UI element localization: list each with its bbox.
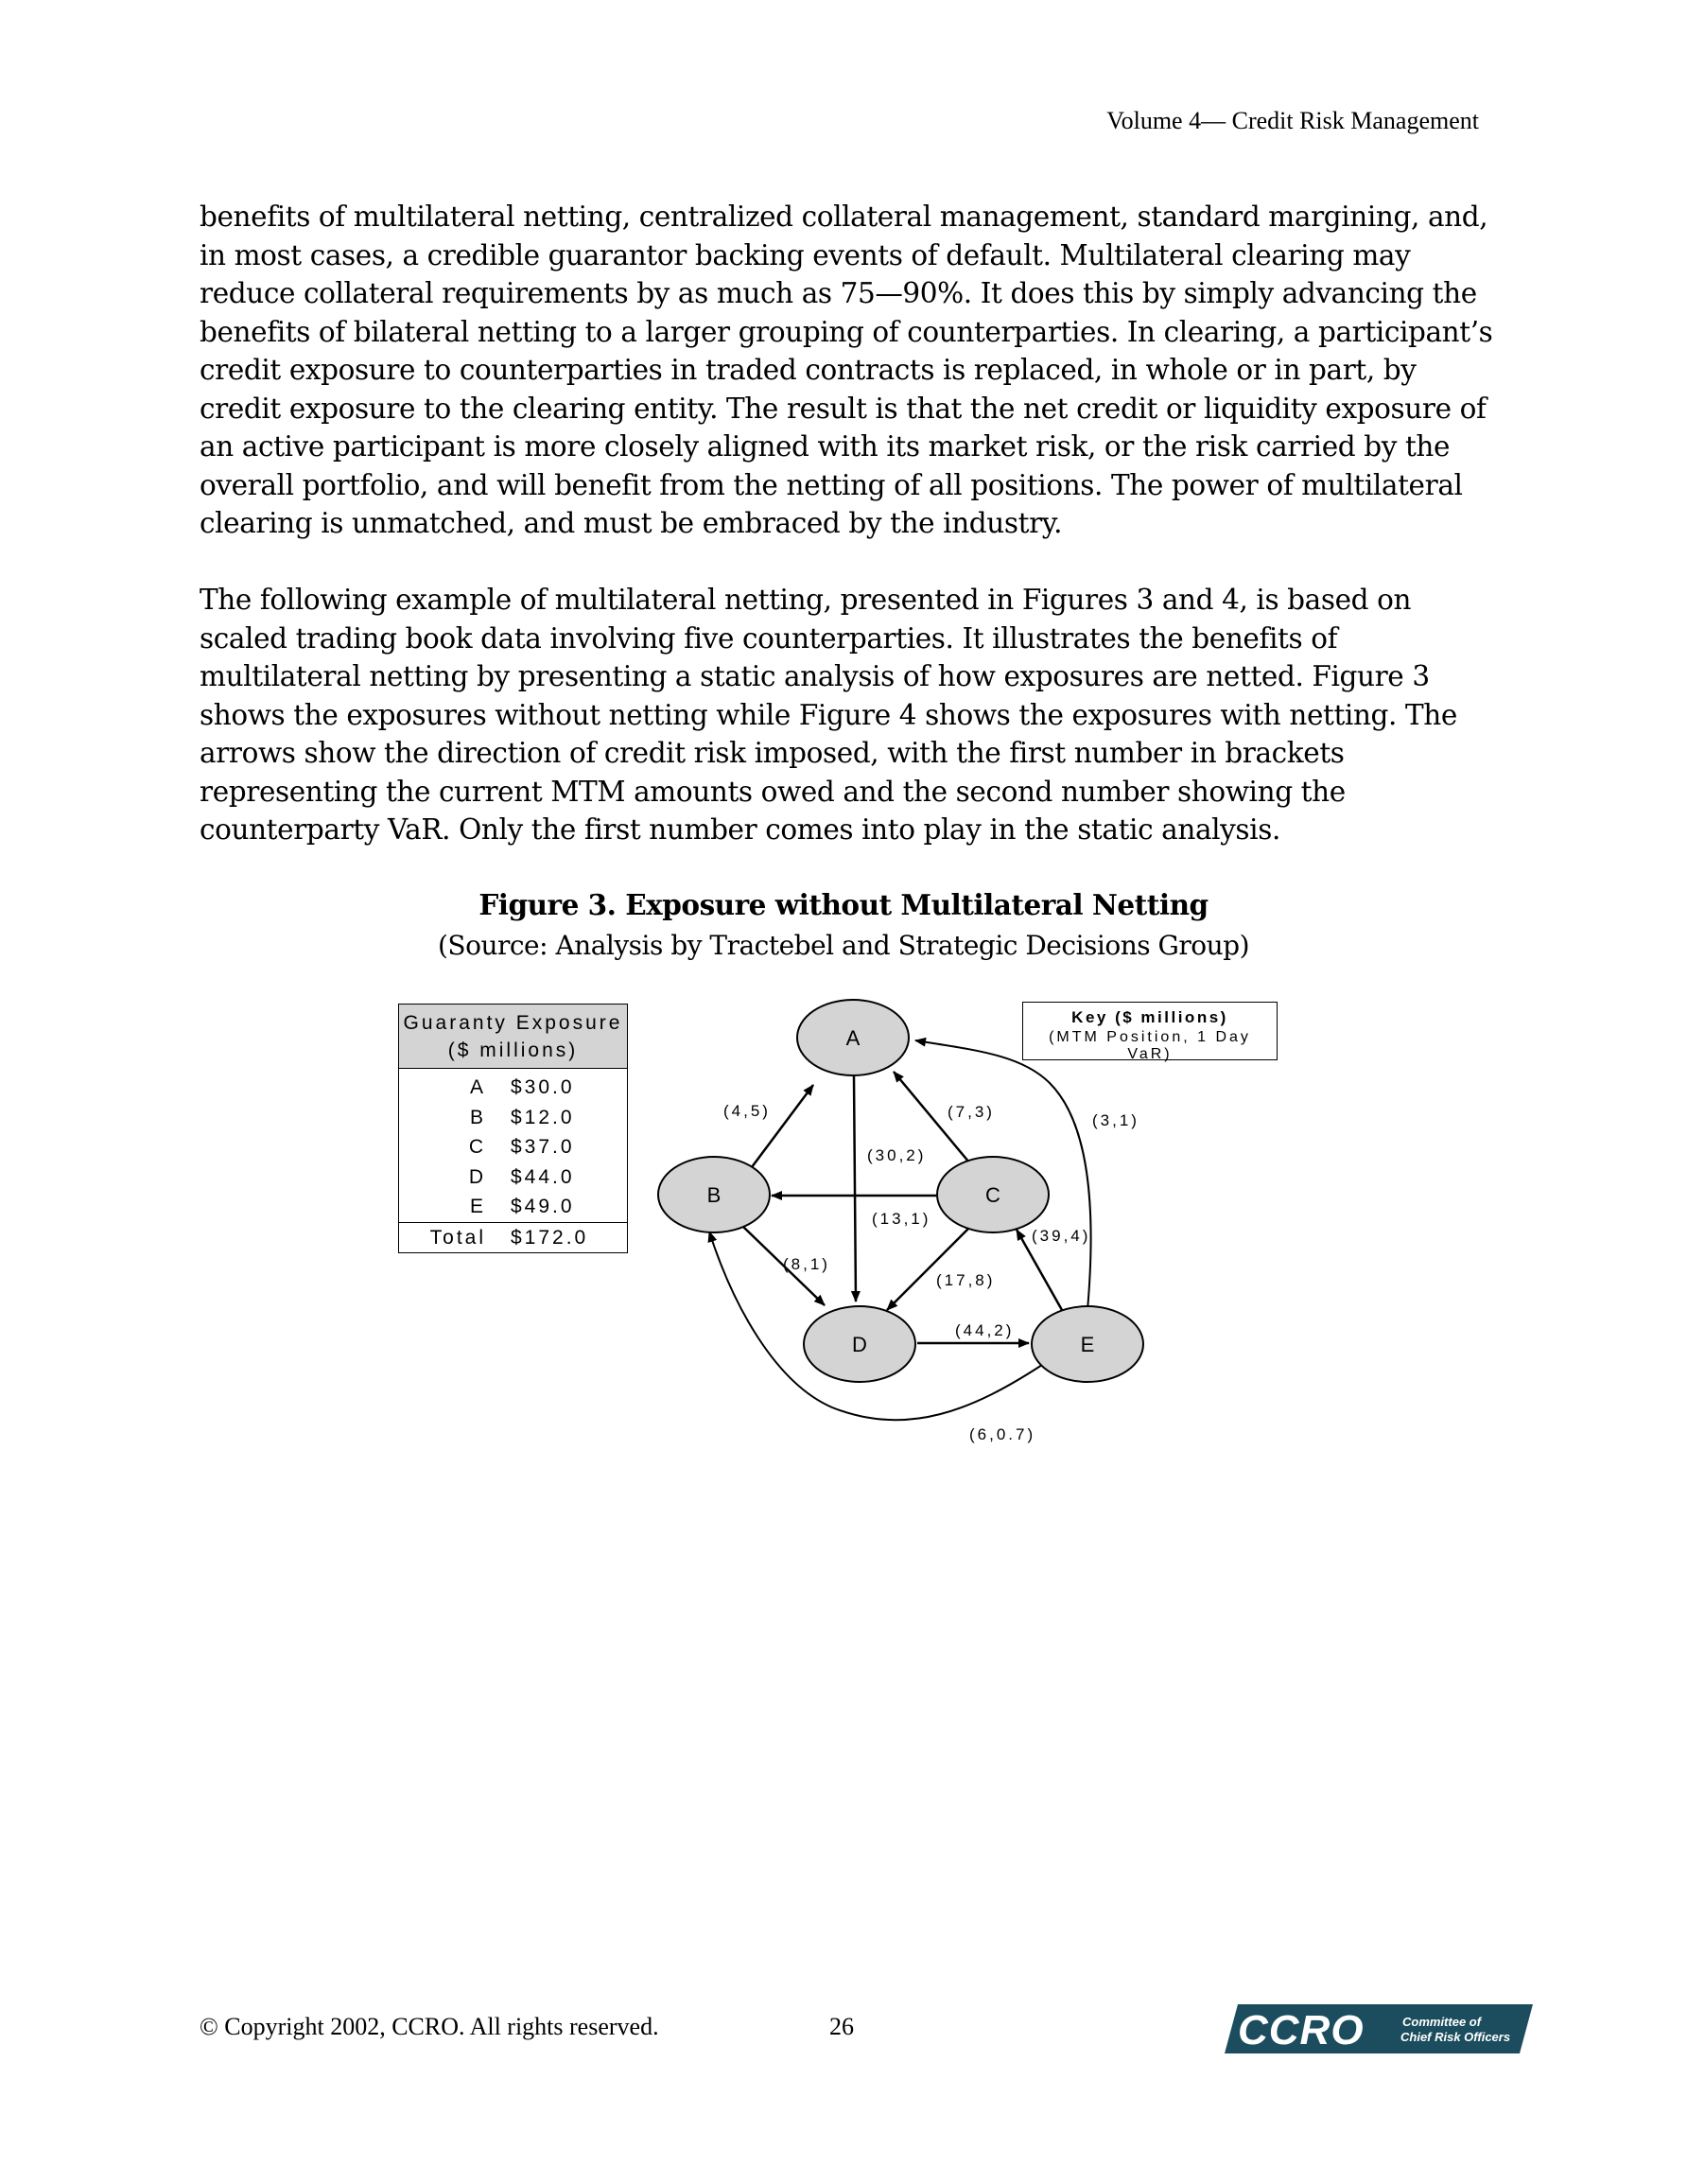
row-value: $49.0 xyxy=(511,1196,575,1217)
node-b xyxy=(658,1157,770,1232)
edge-label-e-c: (39,4) xyxy=(1032,1227,1091,1245)
row-label: D xyxy=(468,1165,486,1188)
guaranty-table-title: Guaranty Exposure xyxy=(403,1012,623,1034)
logo-subtitle-line2: Chief Risk Officers xyxy=(1400,2030,1511,2044)
node-a-label: A xyxy=(845,1026,861,1050)
edge-label-d-e: (44,2) xyxy=(955,1321,1015,1339)
node-a xyxy=(797,1000,909,1075)
page-number: 26 xyxy=(829,2013,854,2040)
body-paragraph-1: benefits of multilateral netting, centralized collateral management, standard margining, and, in most cases, a credible guarantor backing events of default. Multilateral clearing may reduce collateral requirements by as much as 75—90%. It does this by simply advancing the benefits of bilateral netting to a larger grouping of counterparties. In clearing, a participant’s credit exposure to counterparties in traded contracts is replaced, in whole or in part, by credit exposure to the clearing entity. The result is that the net credit or liquidity exposure of an active participant is more closely aligned with its market risk, or the risk carried by the overall portfolio, and will benefit from the netting of all positions. The power of multilateral clearing is unmatched, and must be embraced by the industry. xyxy=(200,201,1493,539)
row-label: E xyxy=(469,1196,486,1217)
edge-label-c-a: (7,3) xyxy=(948,1103,995,1121)
node-c xyxy=(937,1157,1049,1232)
node-d-label: D xyxy=(852,1333,867,1356)
row-label: B xyxy=(469,1106,486,1128)
key-subtitle: (MTM Position, 1 Day VaR) xyxy=(1049,1029,1251,1062)
node-c-label: C xyxy=(985,1183,1000,1207)
key-title: Key ($ millions) xyxy=(1071,1008,1228,1026)
edge-label-c-b: (13,1) xyxy=(872,1210,931,1228)
node-e xyxy=(1032,1306,1143,1382)
total-label: Total xyxy=(429,1226,486,1249)
logo-wordmark: CCRO xyxy=(1238,2007,1365,2053)
edge-label-e-b: (6,0.7) xyxy=(969,1425,1036,1443)
row-value: $44.0 xyxy=(511,1165,575,1188)
edge-c-to-d xyxy=(887,1228,969,1310)
figure-title: Figure 3. Exposure without Multilateral Netting xyxy=(478,888,1209,921)
edge-label-b-a: (4,5) xyxy=(723,1102,771,1120)
row-value: $37.0 xyxy=(511,1136,575,1158)
node-e-label: E xyxy=(1080,1333,1095,1356)
figure-source: (Source: Analysis by Tractebel and Strategic Decisions Group) xyxy=(437,930,1249,961)
edge-label-c-d: (17,8) xyxy=(936,1271,996,1289)
row-value: $30.0 xyxy=(511,1076,575,1098)
row-label: A xyxy=(469,1076,486,1098)
node-d xyxy=(804,1306,915,1382)
footer-copyright: © Copyright 2002, CCRO. All rights reserved. xyxy=(200,2013,659,2040)
row-label: C xyxy=(468,1136,486,1158)
edge-a-to-d xyxy=(854,1076,856,1302)
running-header: Volume 4— Credit Risk Management xyxy=(1106,107,1479,134)
edge-label-b-d: (8,1) xyxy=(783,1255,830,1273)
edge-label-a-d: (30,2) xyxy=(867,1146,927,1164)
node-b-label: B xyxy=(706,1183,722,1207)
body-paragraph-2: The following example of multilateral netting, presented in Figures 3 and 4, is based on scaled trading book data involving five counterparties. It illustrates the benefits of multilateral netting by presenting a static analysis of how exposures are netted. Figure 3 shows the exposures without netting while Figure 4 shows the exposures with netting. The arrows show the direction of credit risk imposed, with the first number in brackets representing the current MTM amounts owed and the second number showing the counterparty VaR. Only the first number comes into play in the static analysis. xyxy=(200,584,1457,846)
row-value: $12.0 xyxy=(511,1106,575,1128)
guaranty-table-units: ($ millions) xyxy=(447,1040,579,1061)
logo-subtitle-line1: Committee of xyxy=(1402,2015,1482,2029)
edge-label-e-a: (3,1) xyxy=(1092,1111,1139,1129)
ccro-logo xyxy=(1225,2001,1537,2057)
total-value: $172.0 xyxy=(511,1226,589,1249)
